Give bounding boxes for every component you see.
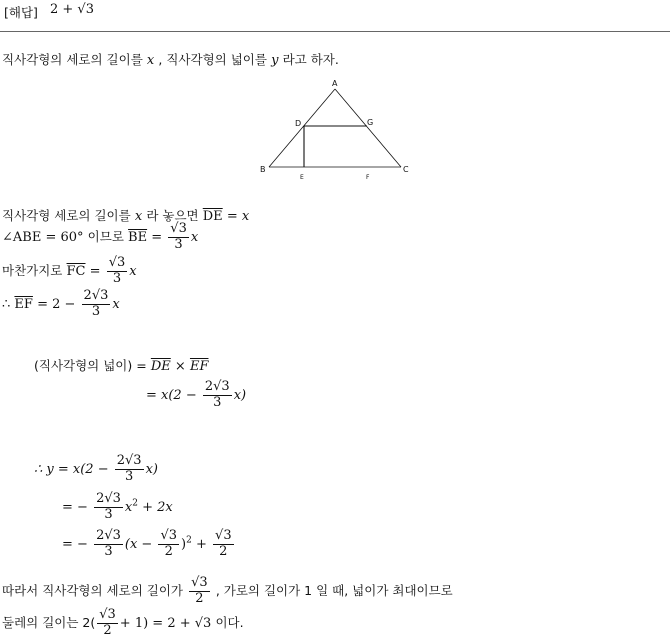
exponent: 2 <box>186 535 192 546</box>
segment-ef-label: $\overline{EF}$ <box>189 359 209 374</box>
var-x: x <box>190 229 199 245</box>
denominator: 2 <box>103 622 112 638</box>
segment-ef-label: $\overline{EF}$ <box>14 296 33 312</box>
paren-open: (x − <box>124 536 153 552</box>
equals: = <box>151 229 163 245</box>
segment-de-label: $\overline{DE}$ <box>202 209 223 224</box>
conclusion-text-2: , 가로의 길이가 1 일 때, 넓이가 최대이므로 <box>215 582 453 598</box>
perimeter-result: + 1) = 2 + √3 <box>119 615 212 631</box>
area-expr-start: = x(2 − <box>146 387 197 403</box>
divider <box>0 31 670 32</box>
intro-text-3: 라고 하자. <box>282 52 339 67</box>
numerator: 2√3 <box>96 528 121 543</box>
answer-label: [해답] <box>4 5 38 20</box>
times-symbol: × <box>174 359 186 374</box>
numerator: 2√3 <box>204 379 230 394</box>
conclusion-text-1: 따라서 직사각형의 세로의 길이가 <box>2 582 183 598</box>
fraction <box>82 289 111 320</box>
y-line-2 <box>62 492 173 523</box>
exponent: 2 <box>132 498 138 509</box>
step2-text: 이므로 <box>87 228 124 244</box>
fraction <box>158 529 179 560</box>
conclusion-line-1 <box>2 576 453 607</box>
step-2 <box>2 222 198 253</box>
numerator: √3 <box>108 255 126 270</box>
conclusion-text-3: 둘레의 길이는 2( <box>2 614 96 630</box>
point-c-label: C <box>403 165 409 174</box>
area-lhs: (직사각형의 넓이) = <box>34 358 147 373</box>
numerator: √3 <box>191 575 208 590</box>
intro-line <box>2 50 339 68</box>
triangle-figure <box>255 76 420 186</box>
step1-text-2: 라 놓으면 <box>146 208 199 223</box>
intro-text-2: , 직사각형의 넓이를 <box>158 52 267 67</box>
side-ab <box>269 89 335 167</box>
numerator: √3 <box>170 221 187 236</box>
denominator: 3 <box>91 303 101 319</box>
fraction <box>168 222 189 253</box>
var-x: x <box>134 209 143 224</box>
fraction <box>115 454 144 485</box>
segment-fc-label: $\overline{FC}$ <box>66 263 86 279</box>
answer-value: 2 + √3 <box>50 2 94 17</box>
step3-text: 마찬가지로 <box>2 262 63 278</box>
fraction <box>94 492 123 523</box>
equals-minus: = − <box>62 499 88 515</box>
paren-close: ) <box>181 536 187 552</box>
step1-text: 직사각형 세로의 길이를 <box>2 208 131 223</box>
side-ac <box>335 89 401 167</box>
step-3 <box>2 256 137 287</box>
segment-de-label: $\overline{DE}$ <box>150 359 171 374</box>
var-x: x <box>124 499 133 515</box>
denominator: 3 <box>125 468 134 484</box>
point-a-label: A <box>332 79 338 88</box>
equals: = 2 − <box>37 296 76 312</box>
numerator: 2√3 <box>83 288 109 303</box>
denominator: 3 <box>104 543 113 559</box>
y-term: + 2x <box>142 499 173 515</box>
point-f-label: F <box>366 174 370 181</box>
denominator: 2 <box>164 543 173 559</box>
fraction <box>213 529 234 560</box>
point-b-label: B <box>260 165 266 174</box>
area-expr-end: x) <box>233 387 247 403</box>
var-y: y <box>271 53 279 68</box>
plus: + <box>195 536 207 552</box>
numerator: 2√3 <box>96 491 121 506</box>
point-g-label: G <box>367 118 374 127</box>
denominator: 3 <box>174 236 183 252</box>
angle-abe: ∠ABE = 60° <box>2 229 84 245</box>
denominator: 2 <box>219 543 228 559</box>
denominator: 3 <box>104 506 113 522</box>
equals-minus: = − <box>62 536 88 552</box>
denominator: 3 <box>213 394 222 410</box>
denominator: 2 <box>195 590 204 606</box>
y-line-3 <box>62 529 236 560</box>
therefore-symbol: ∴ <box>2 296 11 312</box>
fraction <box>94 529 123 560</box>
step-4 <box>2 289 120 320</box>
var-x: x <box>112 296 120 312</box>
denominator: 3 <box>112 270 122 286</box>
numerator: √3 <box>160 528 178 543</box>
step1-rhs: = x <box>226 209 250 224</box>
fraction <box>189 576 210 607</box>
y-line-1 <box>34 454 158 485</box>
conclusion-line-2 <box>2 608 244 639</box>
y-expr-end: x) <box>145 461 158 477</box>
numerator: √3 <box>99 607 116 622</box>
point-e-label: E <box>300 174 304 181</box>
fraction <box>107 256 128 287</box>
var-x: x <box>146 53 155 68</box>
intro-text-1: 직사각형의 세로의 길이를 <box>2 52 143 67</box>
numerator: √3 <box>215 528 232 543</box>
fraction <box>97 608 118 639</box>
area-line-2 <box>146 380 246 411</box>
fraction <box>203 380 232 411</box>
point-d-label: D <box>295 119 302 128</box>
conclusion-text-4: 이다. <box>215 614 244 630</box>
equals: = <box>89 263 101 279</box>
y-expr-start: ∴ y = x(2 − <box>34 461 109 477</box>
area-line-1 <box>34 356 208 374</box>
numerator: 2√3 <box>116 453 142 468</box>
segment-be-label: $\overline{BE}$ <box>128 229 148 245</box>
var-x: x <box>129 263 137 279</box>
